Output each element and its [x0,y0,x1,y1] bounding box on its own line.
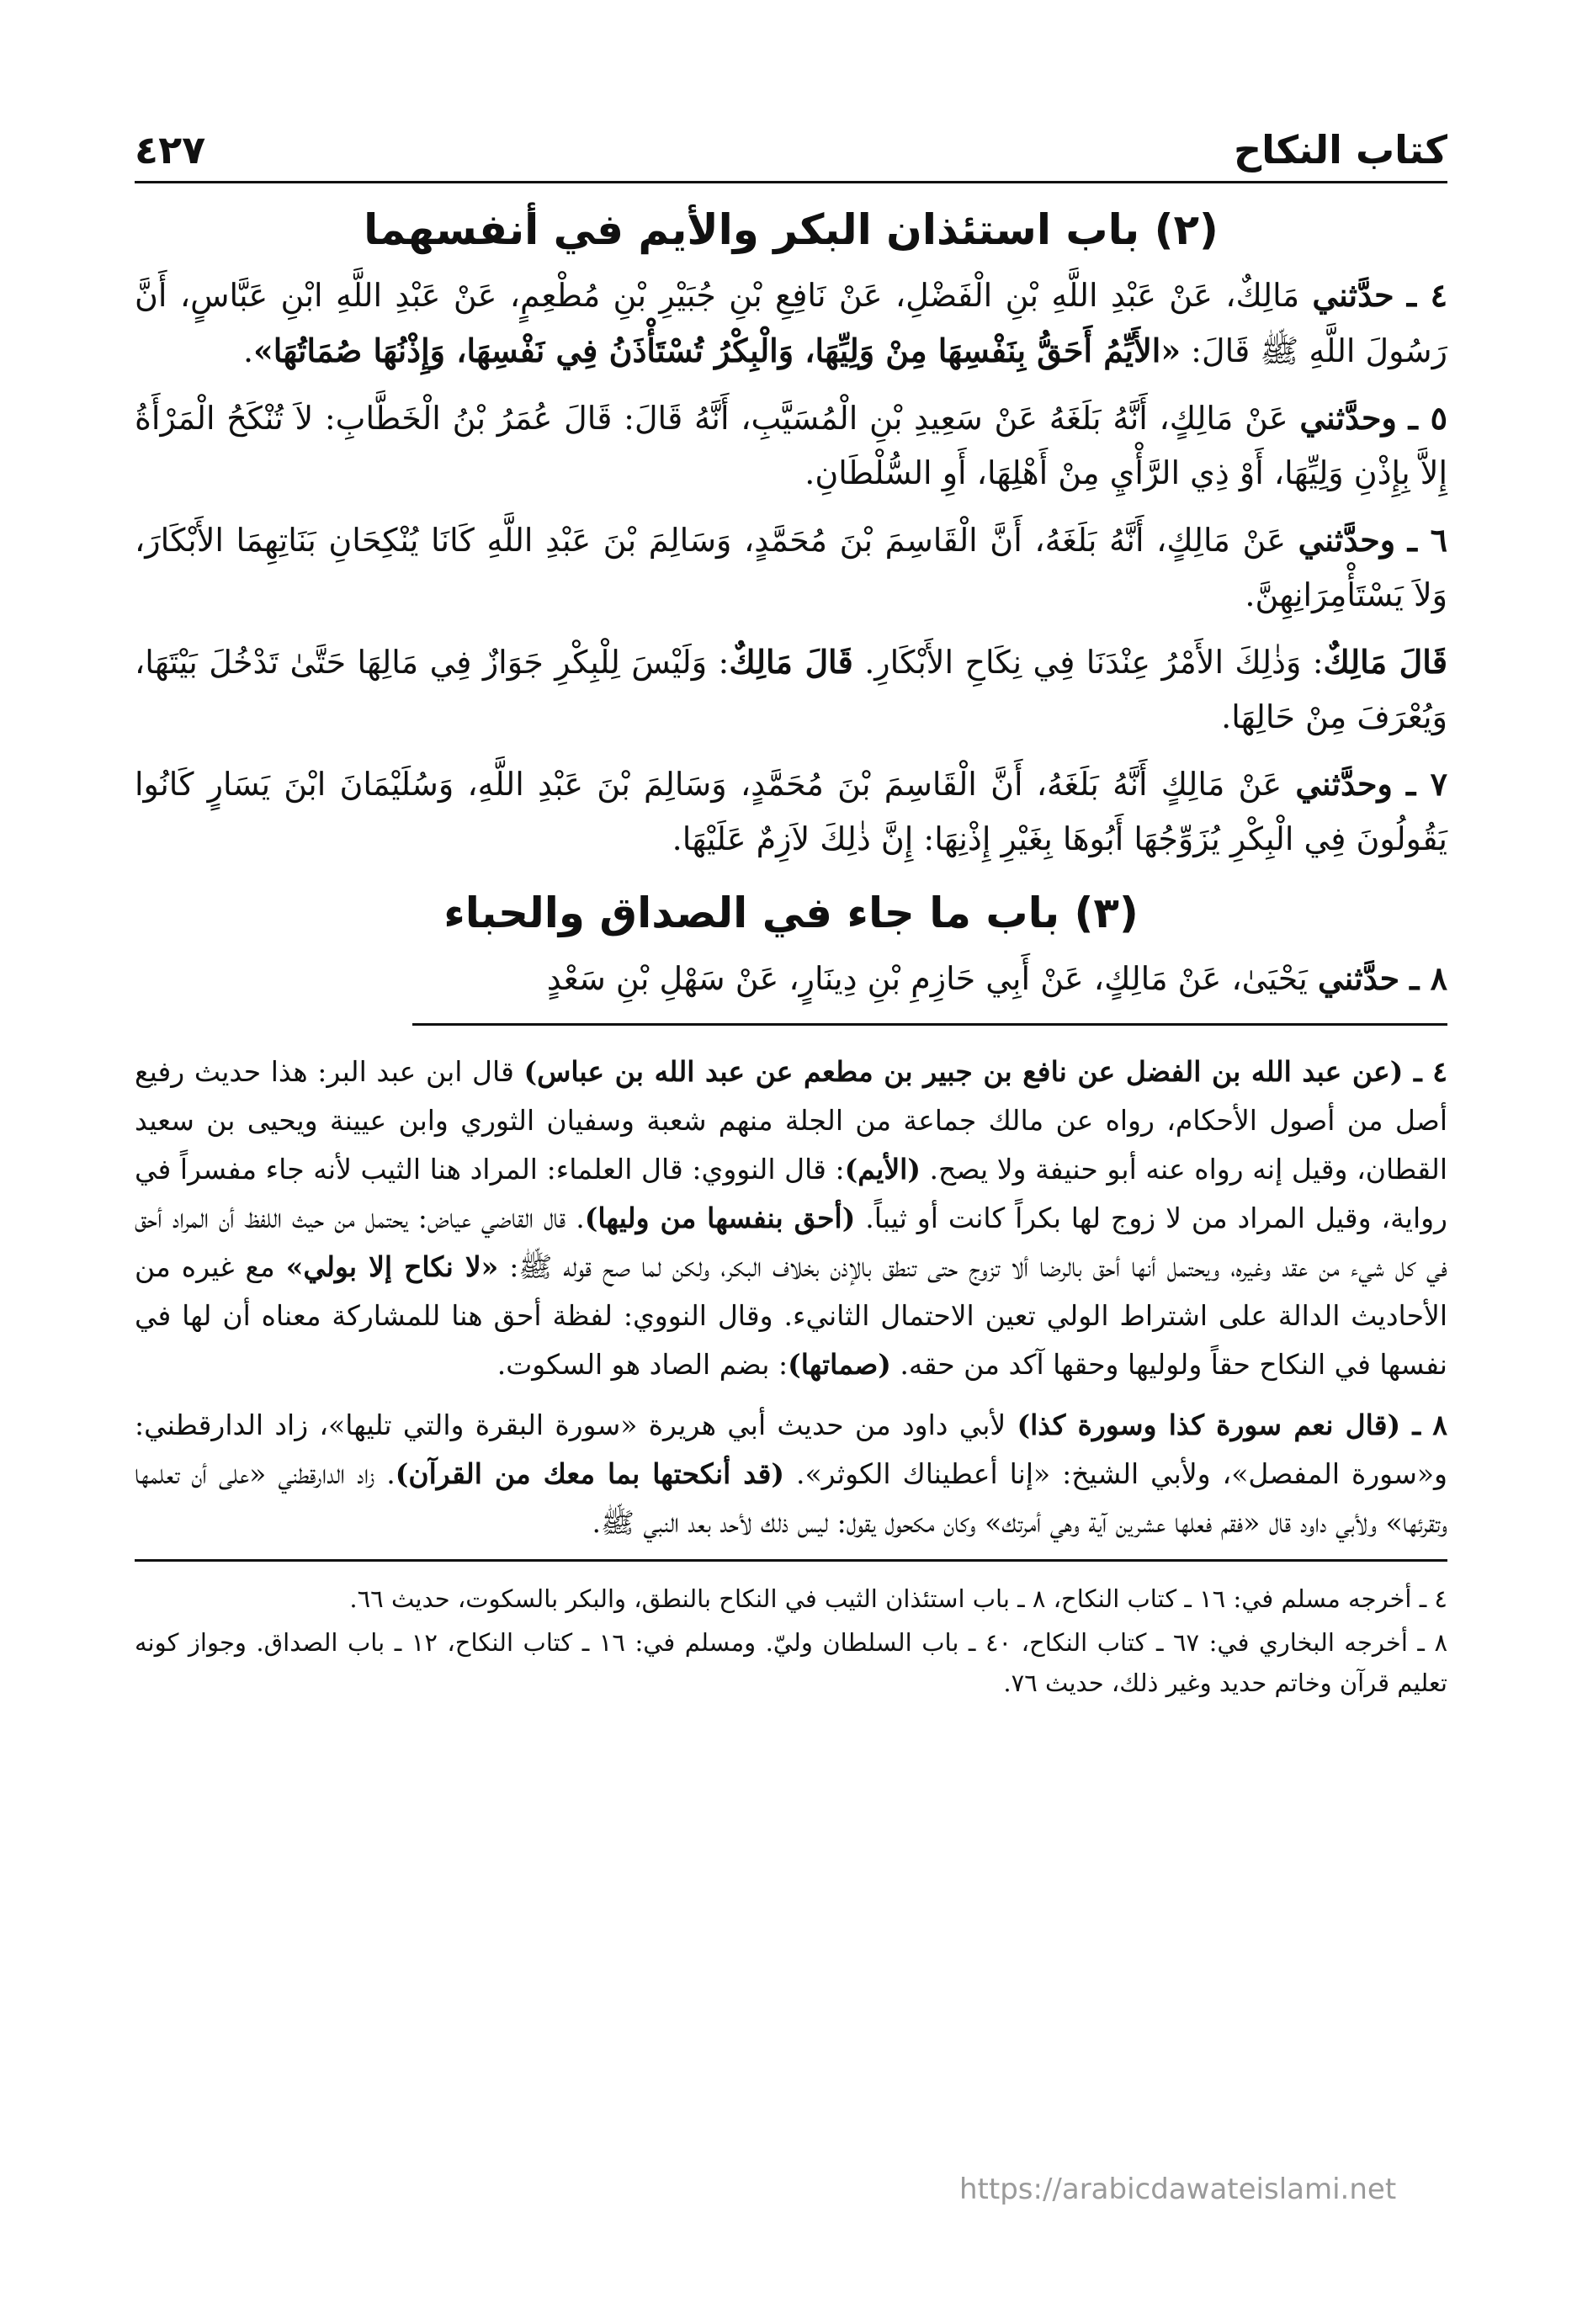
page-number: ٤٢٧ [135,127,206,172]
footnote: ٤ ـ أخرجه مسلم في: ١٦ ـ كتاب النكاح، ٨ ـ باب استئذان الثيب في النكاح بالنطق، والبكر بالسكوت، حديث ٦٦. [349,1584,1447,1613]
narration-formula: وحدَّثني [1299,399,1397,437]
hadith-paragraph [135,512,1447,623]
hadith-text: عَنْ مَالِكٍ أَنَّهُ بَلَغَهُ، أَنَّ الْقَاسِمَ بْنَ مُحَمَّدٍ، وَسَالِمَ بْنَ عَبْدِ اللَّهِ، وَسُلَيْمَانَ ابْنَ يَسَارٍ كَانُوا يَقُولُونَ فِي الْبِكْرِ يُزَوِّجُهَا أَبُوهَا بِغَيْرِ إِذْنِهَا: إِنَّ ذٰلِكَ لاَزِمٌ عَلَيْهَا. [135,766,1447,857]
chapter-title: (٣) باب ما جاء في الصداق والحباء [443,889,1139,937]
page-header [135,101,1447,183]
hadith-number: ٤ ـ [1406,276,1447,314]
commentary-heading: ٤ ـ (عن عبد الله بن الفضل عن نافع بن جبير بن مطعم عن عبد الله بن عباس) [523,1055,1447,1088]
commentary-heading: ٨ ـ (قال نعم سورة كذا وسورة كذا) [1017,1409,1447,1441]
commentary-term: (صماتها) [788,1348,891,1381]
narration-formula: قَالَ مَالِكٌ [1323,643,1447,681]
commentary-term: (قد أنكحتها بما معك من القرآن) [395,1457,785,1490]
running-title: كتاب النكاح [1233,127,1447,172]
commentary-term: (أحق بنفسها من وليها) [584,1202,856,1234]
hadith-paragraph [135,390,1447,501]
hadith-paragraph [135,268,1447,379]
commentary-term: (الأيم) [844,1153,921,1186]
watermark-url: https://arabicdawateislami.net [959,2173,1397,2206]
commentary-paragraph [135,1401,1447,1547]
commentary-text: . زاد الدارقطني «على أن تعلمها وتقرئها» ولأبي داود قال «فقم فعلها عشرين آية وهي أمرتك» وكان مكحول يقول: ليس ذلك لأحد بعد النبي ﷺ. [135,1457,1447,1539]
commentary-term: «لا نكاح إلا بولي» [285,1250,499,1283]
narration-formula-2: قَالَ مَالِكٌ [729,643,853,681]
hadith-text: عَنْ مَالِكٍ، أَنَّهُ بَلَغَهُ، أَنَّ الْقَاسِمَ بْنَ مُحَمَّدٍ، وَسَالِمَ بْنَ عَبْدِ اللَّهِ كَانَا يُنْكِحَانِ بَنَاتِهِمَا الأَبْكَارَ، وَلاَ يَسْتَأْمِرَانِهِنَّ. [135,522,1447,613]
commentary-paragraph [135,1048,1447,1389]
commentary-text: مع غيره من الأحاديث الدالة على اشتراط الولي تعين الاحتمال الثانيء. وقال النووي: لفظة أحق هنا للمشاركة معناه أن لها في نفسها في النكاح حقاً ولوليها وحقها آكد من حقه. [135,1250,1447,1381]
hadith-number: ٧ ـ [1406,765,1447,803]
hadith-text-end: . [242,332,254,369]
hadith-number: ٥ ـ [1408,399,1447,437]
hadith-text: : وَذٰلِكَ الأَمْرُ عِنْدَنَا فِي نِكَاحِ الأَبْكَارِ. [852,644,1324,681]
hadith-paragraph [135,756,1447,867]
hadith-text: مَالِكٌ، عَنْ عَبْدِ اللَّهِ بْنِ الْفَضْلِ، عَنْ نَافِعِ بْنِ جُبَيْرِ بْنِ مُطْعِمٍ، عَنْ عَبْدِ اللَّهِ ابْنِ عَبَّاسٍ، أَنَّ رَسُولَ اللَّهِ ﷺ قَالَ: [135,277,1447,369]
chapter-title: (٢) باب استئذان البكر والأيم في أنفسهما [364,205,1219,254]
commentary-text: لأبي داود من حديث أبي هريرة «سورة البقرة والتي تليها»، زاد الدارقطني: و«سورة المفصل»، ولأبي الشيخ: «إنا أعطيناك الكوثر». [135,1409,1447,1490]
commentary-text: قال ابن عبد البر: هذا حديث رفيع أصل من أصول الأحكام، رواه عن مالك جماعة من الجلة منهم شعبة وسفيان الثوري وابن عيينة ويحيى بن سعيد القطان، وقيل إنه رواه عنه أبو حنيفة ولا يصح. [135,1055,1447,1186]
narration-formula: حدَّثني [1312,276,1394,314]
narration-formula: وحدَّثني [1295,765,1393,803]
book-page [135,101,1447,2255]
narration-formula: وحدَّثني [1298,521,1396,559]
hadith-text: عَنْ مَالِكٍ، أَنَّهُ بَلَغَهُ عَنْ سَعِيدِ بْنِ الْمُسَيَّبِ، أَنَّهُ قَالَ: قَالَ عُمَرُ بْنُ الْخَطَّابِ: لاَ تُنْكَحُ الْمَرْأَةُ إِلاَّ بِإِذْنِ وَلِيِّهَا، أَوْ ذِي الرَّأْيِ مِنْ أَهْلِهَا، أَوِ السُّلْطَانِ. [135,400,1447,491]
commentary-text: : قال النووي: قال العلماء: المراد هنا الثيب لأنه جاء مفسراً في رواية، وقيل المراد من لا زوج لها بكراً كانت أو ثيباً. [135,1153,1447,1234]
hadith-text: يَحْيَىٰ، عَنْ مَالِكٍ، عَنْ أَبِي حَازِمِ بْنِ دِينَارٍ، عَنْ سَهْلِ بْنِ سَعْدٍ [546,960,1318,997]
footnote: ٨ ـ أخرجه البخاري في: ٦٧ ـ كتاب النكاح، ٤٠ ـ باب السلطان وليّ. ومسلم في: ١٦ ـ كتاب النكاح، ١٢ ـ باب الصداق. وجواز كونه تعليم قرآن وخاتم حديد وغير ذلك، حديث ٧٦. [135,1628,1448,1697]
commentary-text: . قال القاضي عياض: يحتمل من حيث اللفظ أن المراد أحق في كل شيء من عقد وغيره، ويحتمل أنها أحق بالرضا ألا تزوج حتى تنطق بالإذن بخلاف البكر، ولكن لما صح قوله ﷺ: [135,1202,1448,1283]
footnote-divider [135,1559,1447,1562]
hadith-text-end: : وَلَيْسَ لِلْبِكْرِ جَوَازٌ فِي مَالِهَا حَتَّىٰ تَدْخُلَ بَيْتَهَا، وَيُعْرَفَ مِنْ حَالِهَا. [135,644,1447,735]
hadith-paragraph [135,951,1447,1006]
hadith-number: ٨ ـ [1410,959,1447,997]
hadith-matn: «الأَيِّمُ أَحَقُّ بِنَفْسِهَا مِنْ وَلِيِّهَا، وَالْبِكْرُ تُسْتَأْذَنُ فِي نَفْسِهَا، وَإِذْنُهَا صُمَاتُهَا» [253,332,1181,369]
commentary-text: : بضم الصاد هو السكوت. [496,1348,789,1381]
hadith-number: ٦ ـ [1407,521,1447,559]
malik-statement [135,634,1447,745]
commentary-divider [412,1023,1447,1026]
narration-formula: حدَّثني [1317,959,1400,997]
